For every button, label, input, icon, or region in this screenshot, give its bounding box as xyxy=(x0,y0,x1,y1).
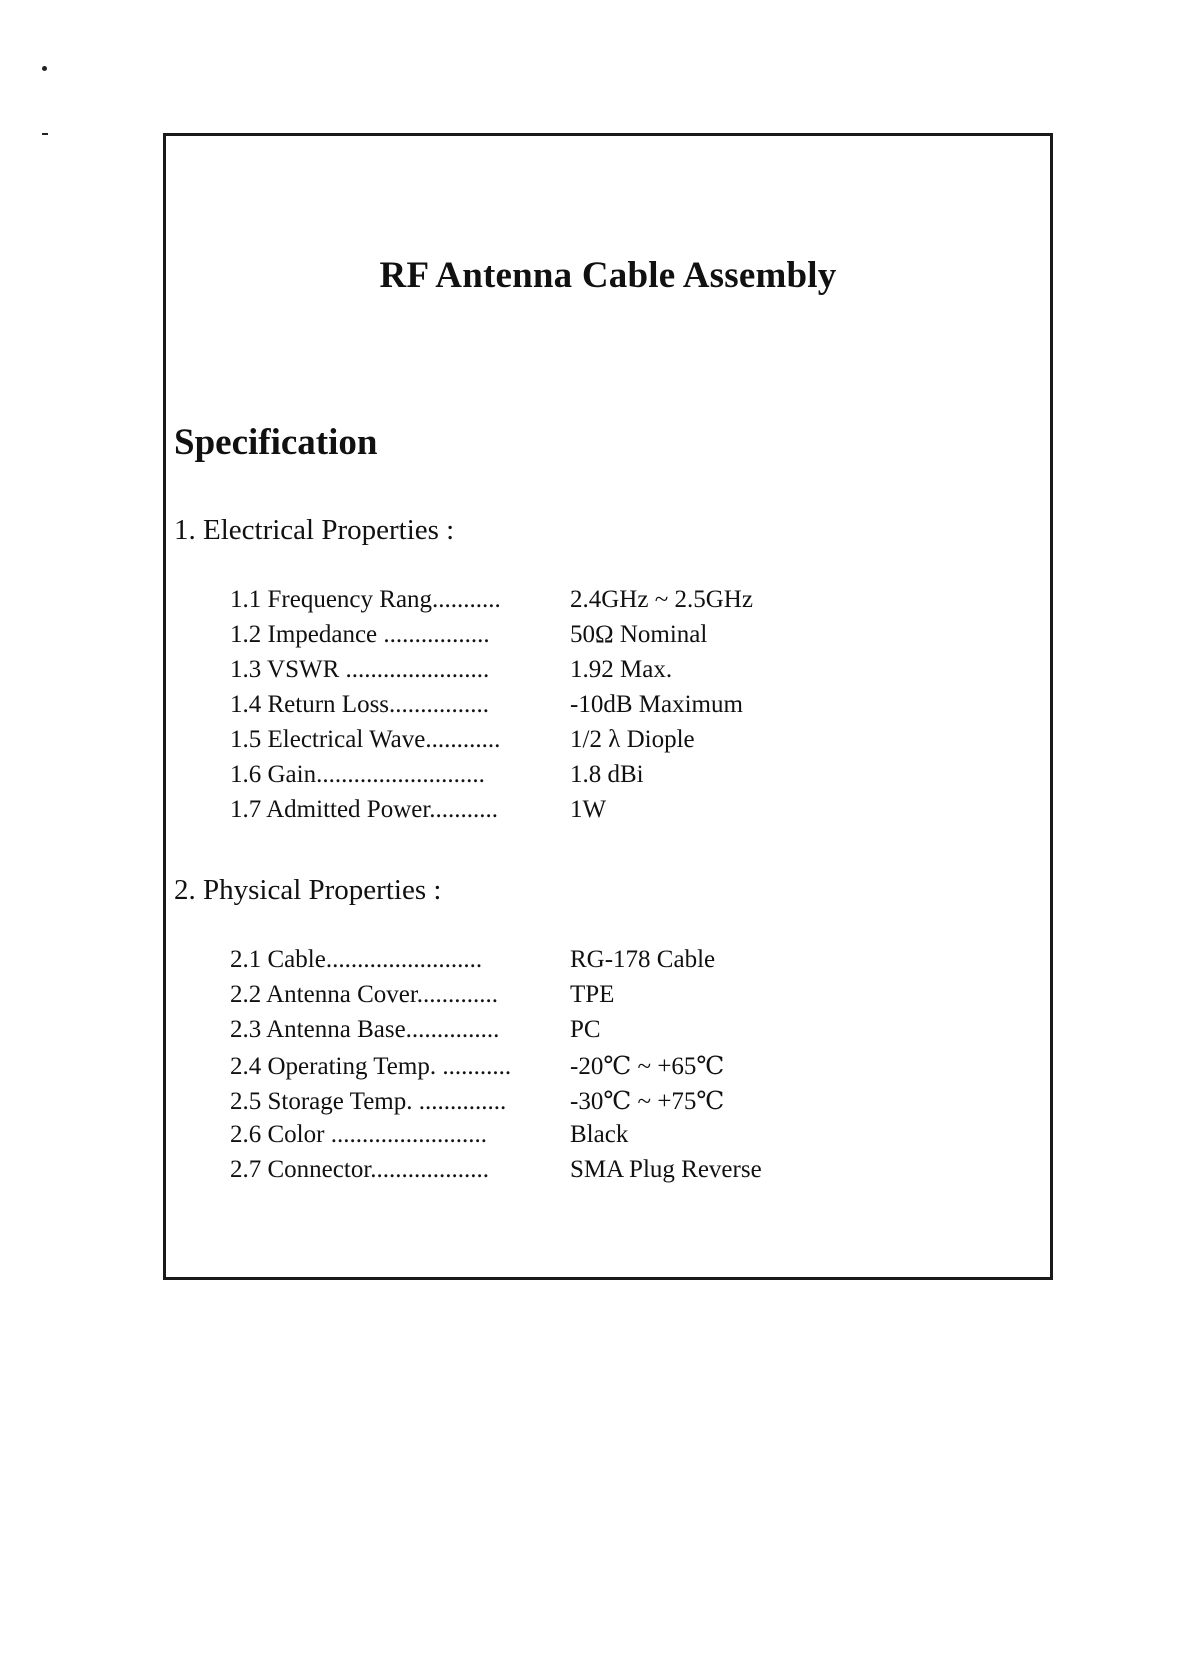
spec-label: 1.3 VSWR ....................... xyxy=(230,656,490,683)
spec-value: -30℃ ~ +75℃ xyxy=(570,1088,725,1115)
spec-label: 1.6 Gain........................... xyxy=(230,761,485,788)
spec-row xyxy=(230,796,753,831)
spec-label: 2.5 Storage Temp. .............. xyxy=(230,1088,507,1115)
spec-label: 2.3 Antenna Base............... xyxy=(230,1016,500,1043)
spec-value: 1W xyxy=(570,796,607,823)
spec-value: PC xyxy=(570,1016,601,1043)
spec-row xyxy=(230,981,762,1016)
spec-row xyxy=(230,1121,762,1156)
section-heading: Specification xyxy=(174,422,378,463)
electrical-properties-heading: 1. Electrical Properties : xyxy=(174,514,455,546)
spec-row xyxy=(230,726,753,761)
spec-row xyxy=(230,656,753,691)
spec-row xyxy=(230,1156,762,1191)
spec-label: 2.1 Cable......................... xyxy=(230,946,483,973)
spec-value: 1.92 Max. xyxy=(570,656,673,683)
physical-properties-heading: 2. Physical Properties : xyxy=(174,874,442,906)
spec-value: SMA Plug Reverse xyxy=(570,1156,762,1183)
spec-value: RG-178 Cable xyxy=(570,946,716,973)
spec-label: 1.7 Admitted Power........... xyxy=(230,796,499,823)
spec-value: -10dB Maximum xyxy=(570,691,743,718)
spec-label: 2.7 Connector................... xyxy=(230,1156,490,1183)
spec-value: 1.8 dBi xyxy=(570,761,644,788)
spec-row xyxy=(230,1016,762,1051)
spec-label: 1.4 Return Loss................ xyxy=(230,691,490,718)
spec-row xyxy=(230,586,753,621)
spec-row xyxy=(230,621,753,656)
scan-speck xyxy=(42,66,47,71)
spec-value: TPE xyxy=(570,981,615,1008)
spec-row xyxy=(230,946,762,981)
spec-label: 2.6 Color ......................... xyxy=(230,1121,487,1148)
document-title: RF Antenna Cable Assembly xyxy=(379,255,837,296)
scan-speck xyxy=(42,133,48,135)
spec-value: Black xyxy=(570,1121,629,1148)
electrical-properties-list xyxy=(230,586,753,831)
spec-label: 1.1 Frequency Rang........... xyxy=(230,586,501,613)
spec-label: 1.5 Electrical Wave............ xyxy=(230,726,501,753)
spec-value: -20℃ ~ +65℃ xyxy=(570,1053,725,1080)
spec-row xyxy=(230,1086,762,1121)
spec-label: 2.4 Operating Temp. ........... xyxy=(230,1053,512,1080)
spec-sheet-frame xyxy=(163,133,1053,1280)
spec-label: 2.2 Antenna Cover............. xyxy=(230,981,499,1008)
spec-row xyxy=(230,1051,762,1086)
spec-row xyxy=(230,761,753,796)
physical-properties-list xyxy=(230,946,762,1191)
spec-row xyxy=(230,691,753,726)
spec-label: 1.2 Impedance ................. xyxy=(230,621,490,648)
spec-value: 1/2 λ Diople xyxy=(570,726,695,753)
spec-value: 2.4GHz ~ 2.5GHz xyxy=(570,586,753,613)
spec-value: 50Ω Nominal xyxy=(570,621,708,648)
